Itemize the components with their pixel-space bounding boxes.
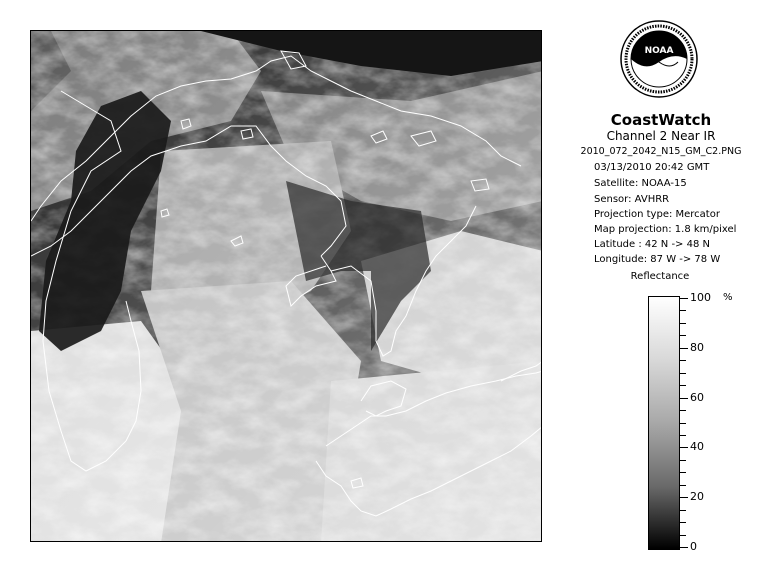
date-time: 03/13/2010 20:42 GMT — [594, 162, 710, 173]
scale-tick — [680, 485, 686, 486]
scale-tick — [680, 373, 686, 374]
scale-tick — [680, 472, 686, 473]
scale-tick — [680, 335, 686, 336]
latitude-range: Latitude : 42 N -> 48 N — [594, 239, 710, 250]
scale-tick-label: 0 — [690, 540, 697, 553]
scale-tick — [680, 423, 686, 424]
scale-tick — [680, 547, 688, 548]
scale-tick — [680, 323, 686, 324]
scale-unit: % — [723, 292, 733, 303]
sensor-info: Sensor: AVHRR — [594, 194, 670, 205]
scale-tick-label: 20 — [690, 490, 704, 504]
scale-tick-label: 80 — [690, 340, 704, 354]
scale-tick — [680, 447, 688, 448]
great-lakes-map — [31, 31, 542, 542]
scale-tick — [680, 522, 686, 523]
scale-tick — [680, 535, 686, 536]
satellite-info: Satellite: NOAA-15 — [594, 178, 687, 189]
scale-tick — [680, 348, 688, 349]
map-projection: Map projection: 1.8 km/pixel — [594, 224, 737, 235]
satellite-image — [30, 30, 542, 542]
scale-tick — [680, 435, 686, 436]
scale-tick — [680, 310, 686, 311]
reflectance-colorbar — [648, 296, 680, 550]
logo-center-text: NOAA — [644, 46, 674, 56]
filename-label: 2010_072_2042_N15_GM_C2.PNG — [580, 146, 742, 157]
scale-tick — [680, 385, 686, 386]
scale-tick — [680, 360, 686, 361]
scale-tick — [680, 497, 688, 498]
projection-type: Projection type: Mercator — [594, 209, 720, 220]
channel-label: Channel 2 Near IR — [606, 129, 716, 143]
scale-tick-label: 100 — [690, 291, 711, 304]
scale-tick — [680, 510, 686, 511]
scale-tick — [680, 410, 686, 411]
scale-title: Reflectance — [630, 271, 690, 282]
brand-title: CoastWatch — [610, 111, 712, 129]
scale-tick-label: 40 — [690, 440, 704, 454]
scale-tick — [680, 460, 686, 461]
scale-tick — [680, 298, 688, 299]
noaa-logo — [618, 18, 700, 110]
scale-tick-label: 60 — [690, 390, 704, 404]
noaa-seal-icon — [618, 18, 700, 110]
longitude-range: Longitude: 87 W -> 78 W — [594, 254, 721, 265]
scale-tick — [680, 398, 688, 399]
